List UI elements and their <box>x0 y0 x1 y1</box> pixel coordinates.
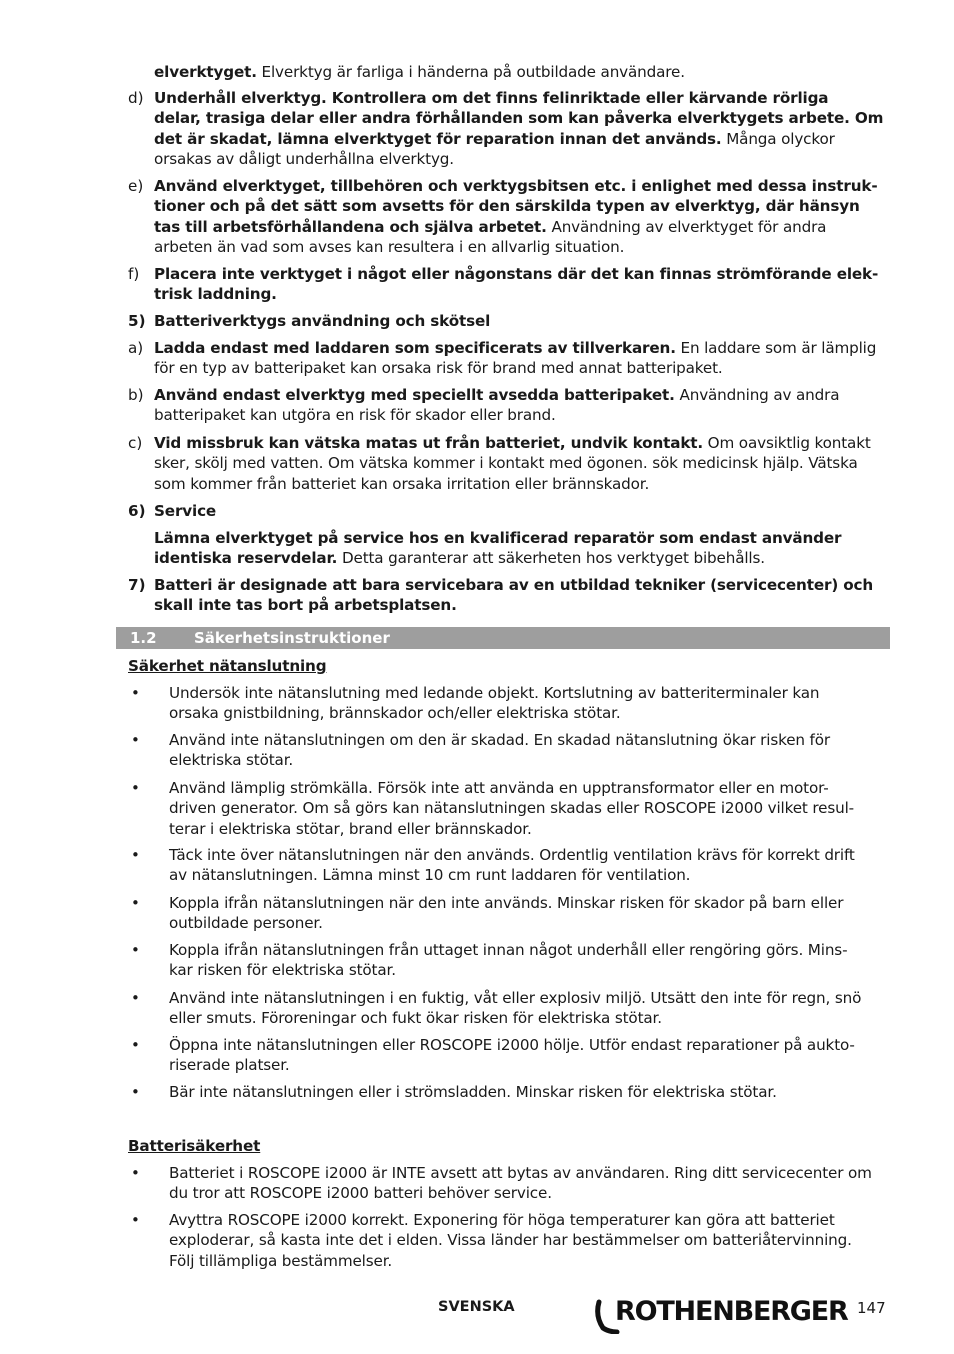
body-text: Många olyckor <box>721 129 835 148</box>
section-header-bar <box>116 627 890 649</box>
bullet-icon: • <box>131 684 140 702</box>
text-line <box>154 284 277 305</box>
bullet-text-line: Använd inte nätanslutningen om den är skadad. En skadad nätanslutning ökar risken för <box>169 731 830 749</box>
bold-text: Vid missbruk kan vätska matas ut från batteriet, undvik kontakt. <box>154 434 703 452</box>
text-line <box>154 311 490 332</box>
item-label: 5) <box>128 312 146 330</box>
bullet-icon: • <box>131 989 140 1007</box>
bullet-icon: • <box>131 1036 140 1054</box>
bold-text: identiska reservdelar. <box>154 549 338 568</box>
bullet-text-line: elektriska stötar. <box>169 751 294 770</box>
bullet-text-line: driven generator. Om så görs kan nätanslutningen skadas eller ROSCOPE i2000 vilket resul- <box>169 799 854 818</box>
section-title: Säkerhetsinstruktioner <box>194 629 390 647</box>
body-text: En laddare som är lämplig <box>675 339 877 357</box>
text-line <box>154 149 454 170</box>
bullet-text-line: riserade platser. <box>169 1056 290 1075</box>
bold-text: trisk laddning. <box>154 285 277 304</box>
bullet-text-line: Bär inte nätanslutningen eller i strömsladden. Minskar risken för elektriska stötar. <box>169 1083 777 1101</box>
bullet-text-line: Täck inte över nätanslutningen när den används. Ordentlig ventilation krävs för korrekt drift <box>169 846 855 864</box>
bullet-icon: • <box>131 941 140 959</box>
text-line <box>154 176 878 197</box>
bold-text: Service <box>154 502 217 520</box>
brand-name: ROTHENBERGER <box>615 1296 848 1327</box>
bold-text: det är skadat, lämna elverktyget för reparation innan det används. <box>154 129 722 148</box>
bullet-icon: • <box>131 779 140 797</box>
bold-text: elverktyget. <box>154 63 257 81</box>
bold-text: Underhåll elverktyg. Kontrollera om det finns felinriktade eller kärvande rörliga <box>154 89 829 107</box>
text-line <box>154 528 841 549</box>
item-label: b) <box>128 386 144 404</box>
text-line <box>154 338 876 359</box>
bullet-text-line: Undersök inte nätanslutning med ledande objekt. Kortslutning av batteriterminaler kan <box>169 684 820 702</box>
item-label: a) <box>128 339 144 357</box>
bullet-text-line: Öppna inte nätanslutningen eller ROSCOPE i2000 hölje. Utför endast reparationer på aukto- <box>169 1036 855 1054</box>
text-line <box>154 595 457 616</box>
item-label: 7) <box>128 576 146 594</box>
body-text: Detta garanterar att säkerheten hos verktyget bibehålls. <box>337 549 765 568</box>
item-label: 6) <box>128 502 146 520</box>
bullet-text-line: av nätanslutningen. Lämna minst 10 cm runt laddaren för ventilation. <box>169 866 691 885</box>
bold-text: Ladda endast med laddaren som specificerats av tillverkaren. <box>154 339 676 357</box>
item-label: c) <box>128 434 143 452</box>
bullet-text-line: eller smuts. Föroreningar och fukt ökar risken för elektriska stötar. <box>169 1009 662 1028</box>
bullet-text-line: Batteriet i ROSCOPE i2000 är INTE avsett att bytas av användaren. Ring ditt servicecenter om <box>169 1164 872 1182</box>
bullet-icon: • <box>131 731 140 749</box>
bullet-text-line: Koppla ifrån nätanslutningen när den inte används. Minskar risken för skador på barn eller <box>169 894 844 912</box>
body-text: för en typ av batteripaket kan orsaka risk för brand med annat batteripaket. <box>154 359 723 378</box>
bold-text: tas till arbetsförhållandena och själva arbetet. <box>154 217 547 236</box>
body-text: Användning av andra <box>674 386 840 404</box>
body-text: sker, skölj med vatten. Om vätska kommer i kontakt med ögonen. sök medicinsk hjälp. Vätska <box>154 454 858 473</box>
text-line <box>154 575 873 596</box>
text-line <box>154 88 828 109</box>
bullet-text-line: terar i elektriska stötar, brand eller brännskador. <box>169 819 532 838</box>
bullet-icon: • <box>131 846 140 864</box>
bold-text: Batteri är designade att bara servicebara av en utbildad tekniker (servicecenter) och <box>154 576 874 594</box>
bold-text: skall inte tas bort på arbetsplatsen. <box>154 596 457 615</box>
subheading-battery-safety: Batterisäkerhet <box>128 1137 261 1155</box>
page-number: 147 <box>857 1299 886 1317</box>
bullet-text-line: exploderar, så kasta inte det i elden. Vissa länder har bestämmelser om batteriåtervinning. <box>169 1231 852 1250</box>
bullet-icon: • <box>131 894 140 912</box>
body-text: Elverktyg är farliga i händerna på outbildade användare. <box>256 63 685 81</box>
body-text: Om oavsiktlig kontakt <box>703 434 871 452</box>
section-number: 1.2 <box>130 629 157 647</box>
bullet-text-line: orsaka gnistbildning, brännskador och/eller elektriska stötar. <box>169 704 621 723</box>
text-line <box>154 548 765 569</box>
bold-text: Använd elverktyget, tillbehören och verktygsbitsen etc. i enlighet med dessa instruk- <box>154 177 878 195</box>
bullet-text-line: Avyttra ROSCOPE i2000 korrekt. Exponering för höga temperaturer kan göra att batteriet <box>169 1211 835 1229</box>
rothenberger-logo <box>593 1294 848 1334</box>
item-label: e) <box>128 177 144 195</box>
text-line <box>154 264 878 285</box>
text-line <box>154 474 649 495</box>
text-line <box>154 433 871 454</box>
text-line <box>154 405 556 426</box>
text-line <box>154 196 860 217</box>
item-label: d) <box>128 89 144 107</box>
bold-text: Lämna elverktyget på service hos en kvalificerad reparatör som endast använder <box>154 529 842 547</box>
item-label: f) <box>128 265 140 283</box>
text-line <box>154 108 883 129</box>
bullet-text-line: outbildade personer. <box>169 914 323 933</box>
bullet-text-line: Koppla ifrån nätanslutningen från uttaget innan något underhåll eller rengöring görs. Mins- <box>169 941 848 959</box>
bullet-icon: • <box>131 1164 140 1182</box>
text-line <box>154 62 685 83</box>
body-text: orsakas av dåligt underhållna elverktyg. <box>154 149 454 168</box>
body-text: arbeten än vad som avses kan resultera i en allvarlig situation. <box>154 237 625 256</box>
body-text: som kommer från batteriet kan orsaka irritation eller brännskador. <box>154 474 650 493</box>
text-line <box>154 237 624 258</box>
bullet-text-line: kar risken för elektriska stötar. <box>169 961 396 980</box>
bullet-text-line: Använd inte nätanslutningen i en fuktig, våt eller explosiv miljö. Utsätt den inte för regn, snö <box>169 989 862 1007</box>
body-text: Användning av elverktyget för andra <box>546 217 827 236</box>
bold-text: Placera inte verktyget i något eller någonstans där det kan finnas strömförande elek- <box>154 265 879 283</box>
footer-language: SVENSKA <box>438 1299 515 1315</box>
bold-text: delar, trasiga delar eller andra förhållanden som kan påverka elverktygets arbete. Om <box>154 109 884 128</box>
text-line <box>154 129 835 150</box>
bullet-text-line: Följ tillämpliga bestämmelser. <box>169 1251 393 1270</box>
bold-text: Använd endast elverktyg med speciellt avsedda batteripaket. <box>154 386 675 404</box>
text-line <box>154 501 216 522</box>
text-line <box>154 217 826 238</box>
body-text: batteripaket kan utgöra en risk för skador eller brand. <box>154 406 556 425</box>
bullet-text-line: du tror att ROSCOPE i2000 batteri behöver service. <box>169 1184 552 1203</box>
bold-text: Batteriverktygs användning och skötsel <box>154 312 491 330</box>
subheading-mains-safety: Säkerhet nätanslutning <box>128 657 327 675</box>
text-line <box>154 358 723 379</box>
bullet-icon: • <box>131 1083 140 1101</box>
text-line <box>154 385 839 406</box>
bullet-text-line: Använd lämplig strömkälla. Försök inte att använda en upptransformator eller en motor- <box>169 779 829 797</box>
bullet-icon: • <box>131 1211 140 1229</box>
bold-text: tioner och på det sätt som avsetts för den särskilda typen av elverktyg, där hänsyn <box>154 197 860 216</box>
text-line <box>154 453 858 474</box>
